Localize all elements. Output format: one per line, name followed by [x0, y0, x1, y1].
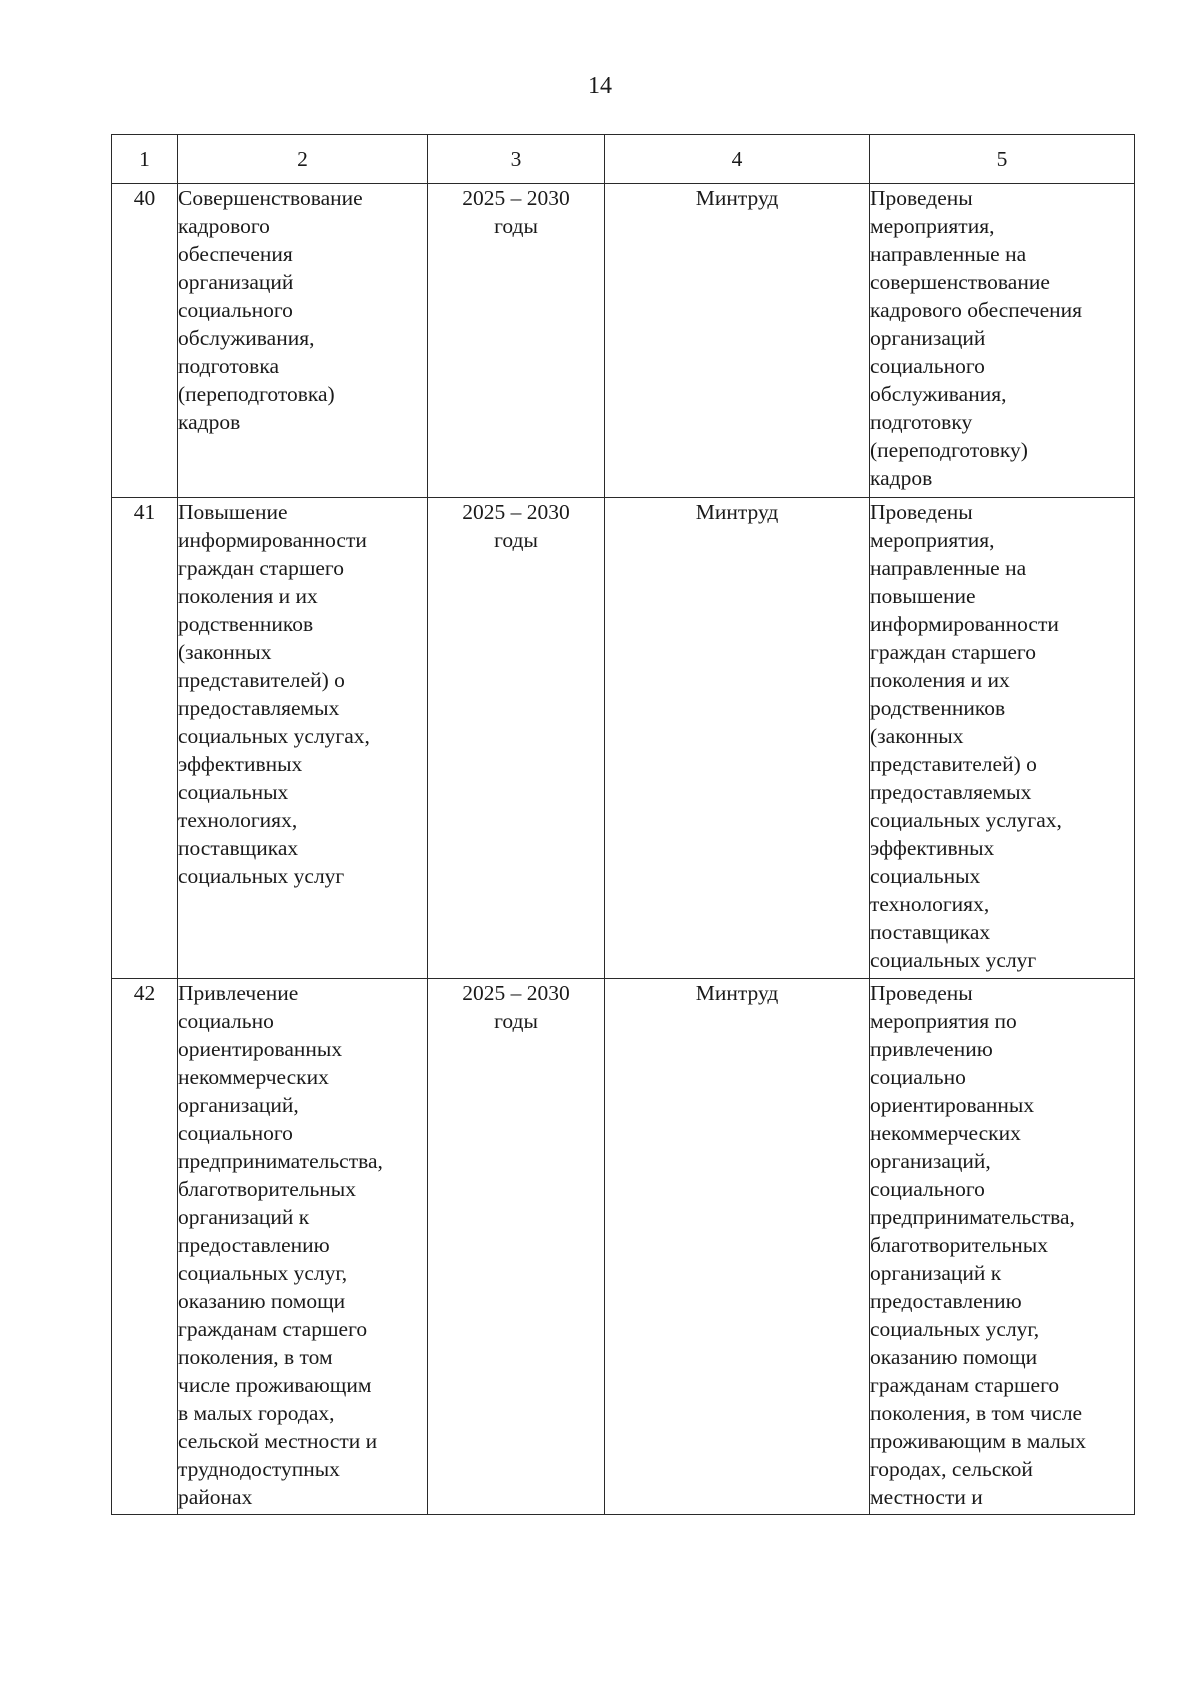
cell-text-line: социальных услугах,	[178, 724, 370, 748]
cell-text-line: поколения, в том	[178, 1345, 333, 1369]
cell-text-line: районах	[178, 1485, 253, 1509]
cell-text-line: местности и	[870, 1485, 983, 1509]
cell-text-line: информированности	[870, 612, 1059, 636]
cell-text-line: числе проживающим	[178, 1373, 372, 1397]
table-row	[112, 979, 1135, 1515]
cell-text-line: организаций,	[870, 1149, 991, 1173]
cell-text-line: обслуживания,	[870, 382, 1007, 406]
result-cell	[870, 498, 1135, 979]
cell-text-line: социального	[178, 298, 293, 322]
cell-text-line: направленные на	[870, 556, 1027, 580]
cell-text-line: в малых городах,	[178, 1401, 335, 1425]
measure-name-cell	[178, 979, 428, 1515]
cell-text-line: подготовку	[870, 410, 973, 434]
cell-text-line: повышение	[870, 584, 976, 608]
executor-cell: Минтруд	[605, 184, 870, 498]
cell-text-line: (переподготовку)	[870, 438, 1028, 462]
table-header-row	[112, 135, 1135, 184]
cell-text-line: некоммерческих	[178, 1065, 329, 1089]
cell-text-line: обеспечения	[178, 242, 293, 266]
cell-text-line: благотворительных	[870, 1233, 1049, 1257]
cell-text-line: социальных	[870, 864, 981, 888]
page-number: 14	[588, 73, 612, 99]
cell-text-line: проживающим в малых	[870, 1429, 1086, 1453]
cell-text-line: привлечению	[870, 1037, 993, 1061]
cell-text-line: социально	[870, 1065, 966, 1089]
cell-text-line: кадрового обеспечения	[870, 298, 1083, 322]
cell-text-line: социально	[178, 1009, 274, 1033]
cell-text-line: социальных услуг,	[178, 1261, 348, 1285]
cell-text-line: благотворительных	[178, 1177, 357, 1201]
cell-text-line: совершенствование	[870, 270, 1050, 294]
cell-text-line: поколения и их	[178, 584, 318, 608]
executor-cell: Минтруд	[605, 498, 870, 979]
cell-text-line: подготовка	[178, 354, 280, 378]
column-header: 3	[428, 135, 605, 184]
cell-text-line: социальных услуг	[870, 948, 1037, 972]
cell-text-line: организаций,	[178, 1093, 299, 1117]
measures-table	[111, 134, 1135, 1515]
cell-text-line: организаций	[870, 326, 986, 350]
cell-text-line: предоставлению	[178, 1233, 330, 1257]
period-cell	[428, 498, 605, 979]
cell-text-line: труднодоступных	[178, 1457, 340, 1481]
cell-text-line: технологиях,	[870, 892, 990, 916]
cell-text-line: кадров	[178, 410, 241, 434]
cell-text-line: кадров	[870, 466, 933, 490]
column-header: 5	[870, 135, 1135, 184]
cell-text-line: поставщиках	[870, 920, 991, 944]
cell-text-line: предоставлению	[870, 1289, 1022, 1313]
cell-text-line: оказанию помощи	[178, 1289, 346, 1313]
cell-text-line: мероприятия,	[870, 528, 995, 552]
cell-text-line: гражданам старшего	[178, 1317, 368, 1341]
cell-text-line: мероприятия,	[870, 214, 995, 238]
cell-text-line: эффективных	[870, 836, 995, 860]
cell-text-line: (переподготовка)	[178, 382, 335, 406]
cell-text-line: эффективных	[178, 752, 303, 776]
cell-text-line: гражданам старшего	[870, 1373, 1060, 1397]
cell-text-line: Проведены	[870, 981, 973, 1005]
table-row	[112, 184, 1135, 498]
cell-text-line: граждан старшего	[178, 556, 344, 580]
cell-text-line: социальных услуг,	[870, 1317, 1040, 1341]
cell-text-line: организаций к	[870, 1261, 1002, 1285]
row-number: 42	[112, 979, 178, 1515]
measure-name-cell	[178, 184, 428, 498]
cell-text-line: мероприятия по	[870, 1009, 1017, 1033]
cell-text-line: информированности	[178, 528, 367, 552]
cell-text-line: поставщиках	[178, 836, 299, 860]
cell-text-line: направленные на	[870, 242, 1027, 266]
cell-text-line: кадрового	[178, 214, 270, 238]
cell-text-line: технологиях,	[178, 808, 298, 832]
cell-text-line: Проведены	[870, 186, 973, 210]
cell-text-line: ориентированных	[870, 1093, 1035, 1117]
cell-text-line: родственников	[870, 696, 1006, 720]
cell-text-line: годы	[494, 528, 538, 552]
column-header: 4	[605, 135, 870, 184]
cell-text-line: (законных	[870, 724, 964, 748]
cell-text-line: Проведены	[870, 500, 973, 524]
cell-text-line: предпринимательства,	[178, 1149, 383, 1173]
cell-text-line: организаций	[178, 270, 294, 294]
cell-text-line: Привлечение	[178, 981, 299, 1005]
cell-text-line: представителей) о	[178, 668, 345, 692]
cell-text-line: оказанию помощи	[870, 1345, 1038, 1369]
cell-text-line: социальных услугах,	[870, 808, 1062, 832]
cell-text-line: предпринимательства,	[870, 1205, 1075, 1229]
cell-text-line: 2025 – 2030	[462, 981, 570, 1005]
cell-text-line: городах, сельской	[870, 1457, 1033, 1481]
cell-text-line: представителей) о	[870, 752, 1037, 776]
cell-text-line: годы	[494, 1009, 538, 1033]
cell-text-line: Повышение	[178, 500, 288, 524]
cell-text-line: 2025 – 2030	[462, 500, 570, 524]
cell-text-line: предоставляемых	[870, 780, 1032, 804]
cell-text-line: социального	[870, 354, 985, 378]
column-header: 1	[112, 135, 178, 184]
cell-text-line: некоммерческих	[870, 1121, 1021, 1145]
cell-text-line: социальных услуг	[178, 864, 345, 888]
cell-text-line: 2025 – 2030	[462, 186, 570, 210]
cell-text-line: (законных	[178, 640, 272, 664]
cell-text-line: социального	[870, 1177, 985, 1201]
result-cell	[870, 184, 1135, 498]
cell-text-line: обслуживания,	[178, 326, 315, 350]
cell-text-line: родственников	[178, 612, 314, 636]
row-number: 41	[112, 498, 178, 979]
cell-text-line: поколения и их	[870, 668, 1010, 692]
measure-name-cell	[178, 498, 428, 979]
column-header: 2	[178, 135, 428, 184]
cell-text-line: организаций к	[178, 1205, 310, 1229]
cell-text-line: сельской местности и	[178, 1429, 378, 1453]
cell-text-line: социального	[178, 1121, 293, 1145]
cell-text-line: поколения, в том числе	[870, 1401, 1083, 1425]
cell-text-line: предоставляемых	[178, 696, 340, 720]
result-cell	[870, 979, 1135, 1515]
table-row	[112, 498, 1135, 979]
cell-text-line: социальных	[178, 780, 289, 804]
period-cell	[428, 184, 605, 498]
cell-text-line: граждан старшего	[870, 640, 1036, 664]
row-number: 40	[112, 184, 178, 498]
period-cell	[428, 979, 605, 1515]
cell-text-line: годы	[494, 214, 538, 238]
cell-text-line: Совершенствование	[178, 186, 363, 210]
executor-cell: Минтруд	[605, 979, 870, 1515]
cell-text-line: ориентированных	[178, 1037, 343, 1061]
